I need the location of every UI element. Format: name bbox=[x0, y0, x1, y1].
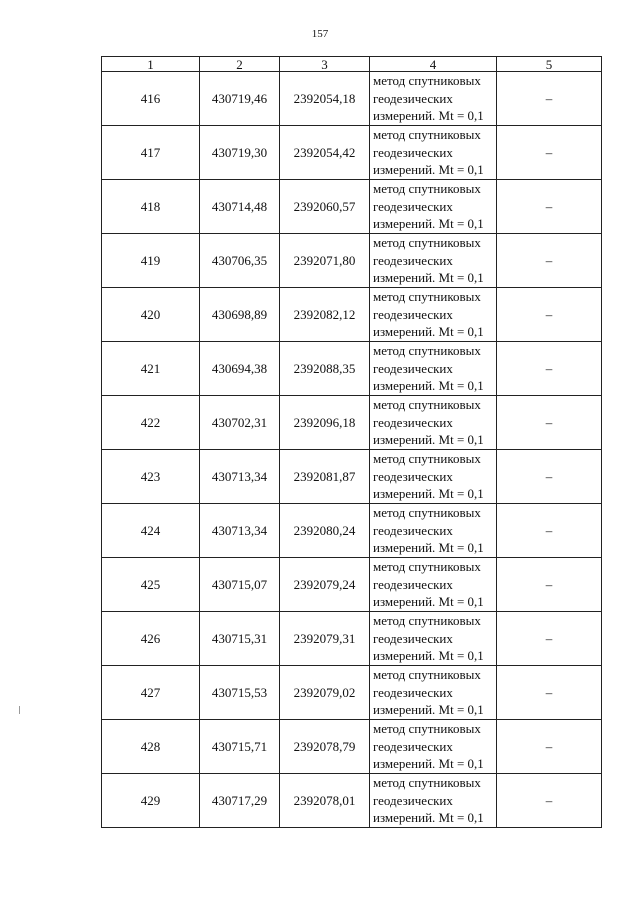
method-line: геодезических bbox=[373, 306, 453, 322]
method-line: метод спутниковых bbox=[373, 289, 481, 305]
table-row bbox=[102, 72, 602, 126]
x-coordinate-cell: 430702,31 bbox=[200, 396, 280, 450]
method-line: геодезических bbox=[373, 252, 453, 268]
method-line: измерений. Mt = 0,1 bbox=[373, 162, 484, 178]
table-row bbox=[102, 396, 602, 450]
x-coordinate-cell: 430719,30 bbox=[200, 126, 280, 180]
point-number-cell: 423 bbox=[102, 450, 200, 504]
y-coordinate-cell: 2392088,35 bbox=[280, 342, 370, 396]
note-cell: – bbox=[497, 450, 602, 504]
header-cell-3: 3 bbox=[280, 57, 370, 72]
method-line: метод спутниковых bbox=[373, 127, 481, 143]
point-number-cell: 424 bbox=[102, 504, 200, 558]
method-line: геодезических bbox=[373, 468, 453, 484]
method-line: измерений. Mt = 0,1 bbox=[373, 216, 484, 232]
table-row bbox=[102, 288, 602, 342]
method-line: метод спутниковых bbox=[373, 613, 481, 629]
method-cell bbox=[370, 450, 497, 504]
method-line: измерений. Mt = 0,1 bbox=[373, 270, 484, 286]
y-coordinate-cell: 2392081,87 bbox=[280, 450, 370, 504]
page-number: 157 bbox=[311, 28, 329, 40]
method-line: метод спутниковых bbox=[373, 559, 481, 575]
point-number-cell: 427 bbox=[102, 666, 200, 720]
point-number-cell: 429 bbox=[102, 774, 200, 828]
y-coordinate-cell: 2392071,80 bbox=[280, 234, 370, 288]
x-coordinate-cell: 430713,34 bbox=[200, 504, 280, 558]
table-row bbox=[102, 234, 602, 288]
method-line: измерений. Mt = 0,1 bbox=[373, 108, 484, 124]
table-row bbox=[102, 342, 602, 396]
point-number-cell: 416 bbox=[102, 72, 200, 126]
note-cell: – bbox=[497, 558, 602, 612]
point-number-cell: 421 bbox=[102, 342, 200, 396]
method-line: метод спутниковых bbox=[373, 721, 481, 737]
method-cell bbox=[370, 612, 497, 666]
method-line: метод спутниковых bbox=[373, 451, 481, 467]
y-coordinate-cell: 2392079,31 bbox=[280, 612, 370, 666]
header-cell-5: 5 bbox=[497, 57, 602, 72]
header-cell-1: 1 bbox=[102, 57, 200, 72]
point-number-cell: 418 bbox=[102, 180, 200, 234]
method-line: геодезических bbox=[373, 360, 453, 376]
method-cell bbox=[370, 774, 497, 828]
method-cell bbox=[370, 558, 497, 612]
method-line: геодезических bbox=[373, 522, 453, 538]
method-line: измерений. Mt = 0,1 bbox=[373, 486, 484, 502]
method-line: метод спутниковых bbox=[373, 73, 481, 89]
header-cell-2: 2 bbox=[200, 57, 280, 72]
method-line: измерений. Mt = 0,1 bbox=[373, 810, 484, 826]
note-cell: – bbox=[497, 288, 602, 342]
method-cell bbox=[370, 504, 497, 558]
method-cell bbox=[370, 234, 497, 288]
x-coordinate-cell: 430713,34 bbox=[200, 450, 280, 504]
point-number-cell: 428 bbox=[102, 720, 200, 774]
table-row bbox=[102, 504, 602, 558]
method-cell bbox=[370, 396, 497, 450]
method-cell bbox=[370, 126, 497, 180]
note-cell: – bbox=[497, 504, 602, 558]
method-cell bbox=[370, 72, 497, 126]
method-line: метод спутниковых bbox=[373, 397, 481, 413]
y-coordinate-cell: 2392082,12 bbox=[280, 288, 370, 342]
header-cell-4: 4 bbox=[370, 57, 497, 72]
table-body bbox=[102, 72, 602, 828]
table-row bbox=[102, 126, 602, 180]
header-row bbox=[102, 57, 602, 72]
method-line: геодезических bbox=[373, 414, 453, 430]
table-row bbox=[102, 774, 602, 828]
y-coordinate-cell: 2392054,42 bbox=[280, 126, 370, 180]
method-line: геодезических bbox=[373, 738, 453, 754]
coordinates-table bbox=[101, 56, 602, 828]
method-line: измерений. Mt = 0,1 bbox=[373, 324, 484, 340]
table-row bbox=[102, 180, 602, 234]
y-coordinate-cell: 2392054,18 bbox=[280, 72, 370, 126]
y-coordinate-cell: 2392078,79 bbox=[280, 720, 370, 774]
x-coordinate-cell: 430715,07 bbox=[200, 558, 280, 612]
y-coordinate-cell: 2392079,02 bbox=[280, 666, 370, 720]
method-line: измерений. Mt = 0,1 bbox=[373, 432, 484, 448]
point-number-cell: 426 bbox=[102, 612, 200, 666]
x-coordinate-cell: 430715,31 bbox=[200, 612, 280, 666]
table-row bbox=[102, 450, 602, 504]
x-coordinate-cell: 430706,35 bbox=[200, 234, 280, 288]
point-number-cell: 419 bbox=[102, 234, 200, 288]
method-line: измерений. Mt = 0,1 bbox=[373, 378, 484, 394]
note-cell: – bbox=[497, 234, 602, 288]
method-cell bbox=[370, 288, 497, 342]
method-line: метод спутниковых bbox=[373, 505, 481, 521]
method-cell bbox=[370, 666, 497, 720]
method-line: геодезических bbox=[373, 630, 453, 646]
table-row bbox=[102, 612, 602, 666]
method-line: метод спутниковых bbox=[373, 181, 481, 197]
note-cell: – bbox=[497, 666, 602, 720]
method-cell bbox=[370, 180, 497, 234]
x-coordinate-cell: 430715,71 bbox=[200, 720, 280, 774]
method-line: измерений. Mt = 0,1 bbox=[373, 648, 484, 664]
point-number-cell: 420 bbox=[102, 288, 200, 342]
point-number-cell: 425 bbox=[102, 558, 200, 612]
method-cell bbox=[370, 342, 497, 396]
margin-mark bbox=[19, 706, 20, 714]
x-coordinate-cell: 430694,38 bbox=[200, 342, 280, 396]
method-line: метод спутниковых bbox=[373, 235, 481, 251]
method-line: измерений. Mt = 0,1 bbox=[373, 540, 484, 556]
method-cell bbox=[370, 720, 497, 774]
y-coordinate-cell: 2392060,57 bbox=[280, 180, 370, 234]
note-cell: – bbox=[497, 342, 602, 396]
x-coordinate-cell: 430714,48 bbox=[200, 180, 280, 234]
method-line: геодезических bbox=[373, 144, 453, 160]
y-coordinate-cell: 2392080,24 bbox=[280, 504, 370, 558]
note-cell: – bbox=[497, 72, 602, 126]
table-row bbox=[102, 666, 602, 720]
point-number-cell: 417 bbox=[102, 126, 200, 180]
method-line: геодезических bbox=[373, 684, 453, 700]
method-line: геодезических bbox=[373, 90, 453, 106]
note-cell: – bbox=[497, 396, 602, 450]
note-cell: – bbox=[497, 180, 602, 234]
method-line: измерений. Mt = 0,1 bbox=[373, 756, 484, 772]
y-coordinate-cell: 2392096,18 bbox=[280, 396, 370, 450]
note-cell: – bbox=[497, 720, 602, 774]
method-line: метод спутниковых bbox=[373, 343, 481, 359]
method-line: измерений. Mt = 0,1 bbox=[373, 594, 484, 610]
y-coordinate-cell: 2392078,01 bbox=[280, 774, 370, 828]
x-coordinate-cell: 430719,46 bbox=[200, 72, 280, 126]
table-row bbox=[102, 720, 602, 774]
note-cell: – bbox=[497, 612, 602, 666]
note-cell: – bbox=[497, 126, 602, 180]
table-row bbox=[102, 558, 602, 612]
method-line: геодезических bbox=[373, 792, 453, 808]
x-coordinate-cell: 430717,29 bbox=[200, 774, 280, 828]
method-line: геодезических bbox=[373, 198, 453, 214]
x-coordinate-cell: 430715,53 bbox=[200, 666, 280, 720]
method-line: измерений. Mt = 0,1 bbox=[373, 702, 484, 718]
method-line: метод спутниковых bbox=[373, 667, 481, 683]
method-line: геодезических bbox=[373, 576, 453, 592]
y-coordinate-cell: 2392079,24 bbox=[280, 558, 370, 612]
note-cell: – bbox=[497, 774, 602, 828]
point-number-cell: 422 bbox=[102, 396, 200, 450]
method-line: метод спутниковых bbox=[373, 775, 481, 791]
x-coordinate-cell: 430698,89 bbox=[200, 288, 280, 342]
